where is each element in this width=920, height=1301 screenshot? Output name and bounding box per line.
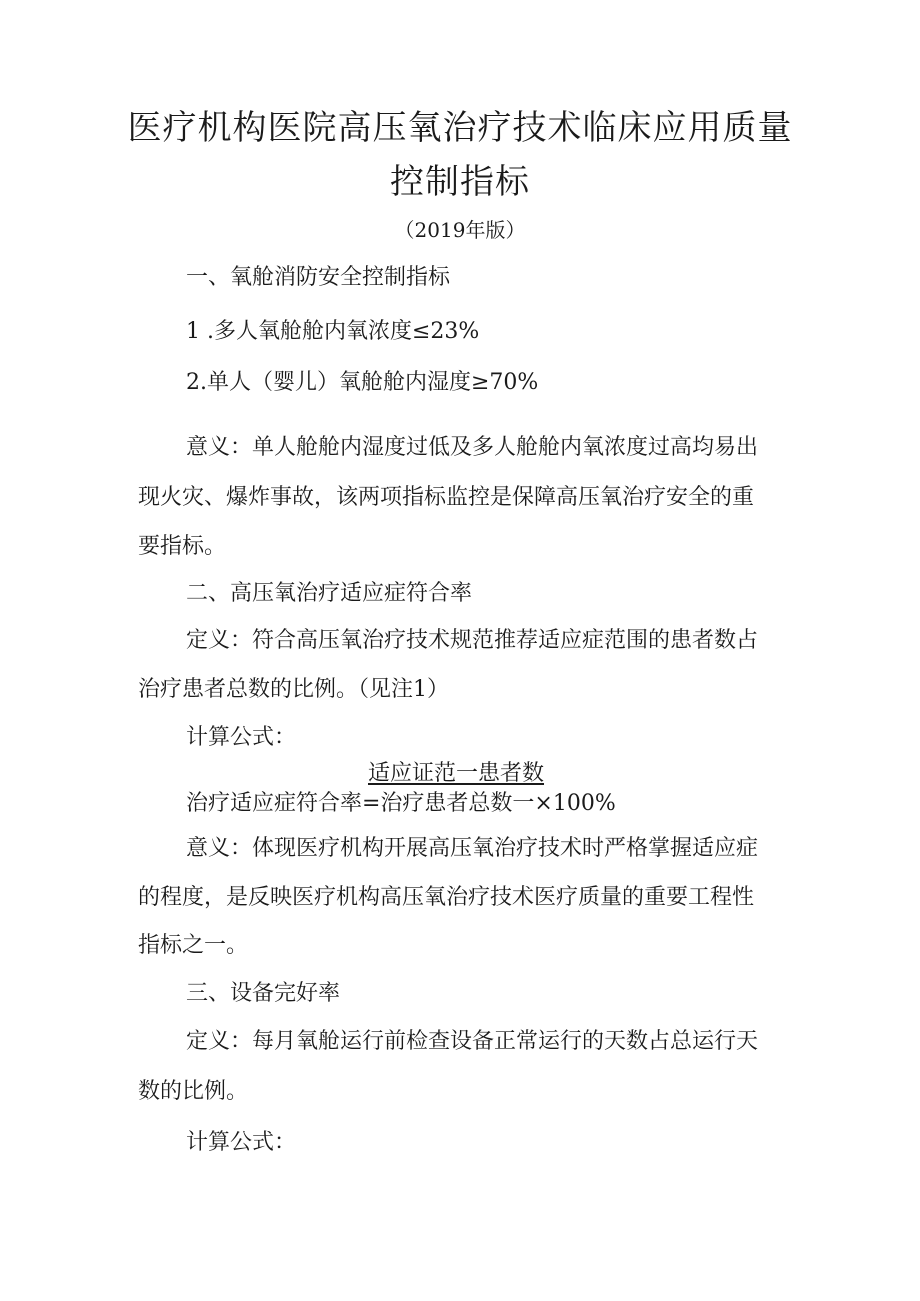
section-2-definition-line-2: 治疗患者总数的比例。（见注1） (138, 677, 449, 702)
section-1-meaning-line-1: 意义：单人舱舱内湿度过低及多人舱舱内氧浓度过高均易出 (186, 435, 759, 460)
indicator-item-2: 2.单人（婴儿）氧舱舱内湿度≥70% (186, 370, 539, 395)
section-3-definition-line-1: 定义：每月氧舱运行前检查设备正常运行的天数占总运行天 (186, 1029, 759, 1054)
section-1-heading: 一、氧舱消防安全控制指标 (186, 265, 451, 290)
section-1-meaning-line-3: 要指标。 (138, 534, 227, 559)
document-title-line-2: 控制指标 (390, 162, 530, 202)
formula-numerator: 适应证范一患者数 (368, 761, 545, 786)
document-title-line-1: 医疗机构医院高压氧治疗技术临床应用质量 (127, 108, 793, 148)
indicator-item-1: 1 .多人氧舱舱内氧浓度≤23% (186, 319, 480, 344)
section-3-formula-label: 计算公式： (186, 1130, 297, 1155)
section-2-formula-label: 计算公式： (186, 725, 297, 750)
section-2-definition-line-1: 定义：符合高压氧治疗技术规范推荐适应症范围的患者数占 (186, 628, 759, 653)
section-2-heading: 二、高压氧治疗适应症符合率 (186, 581, 473, 606)
section-2-meaning-line-2: 的程度，是反映医疗机构高压氧治疗技术医疗质量的重要工程性 (138, 885, 755, 910)
section-2-meaning-line-3: 指标之一。 (138, 933, 249, 958)
edition-label: （2019年版） (394, 218, 526, 242)
section-1-meaning-line-2: 现火灾、爆炸事故，该两项指标监控是保障高压氧治疗安全的重 (138, 485, 755, 510)
formula-expression: 治疗适应症符合率=治疗患者总数一×100% (186, 791, 616, 816)
section-2-meaning-line-1: 意义：体现医疗机构开展高压氧治疗技术时严格掌握适应症 (186, 836, 759, 861)
section-3-definition-line-2: 数的比例。 (138, 1079, 249, 1104)
section-3-heading: 三、设备完好率 (186, 981, 341, 1006)
